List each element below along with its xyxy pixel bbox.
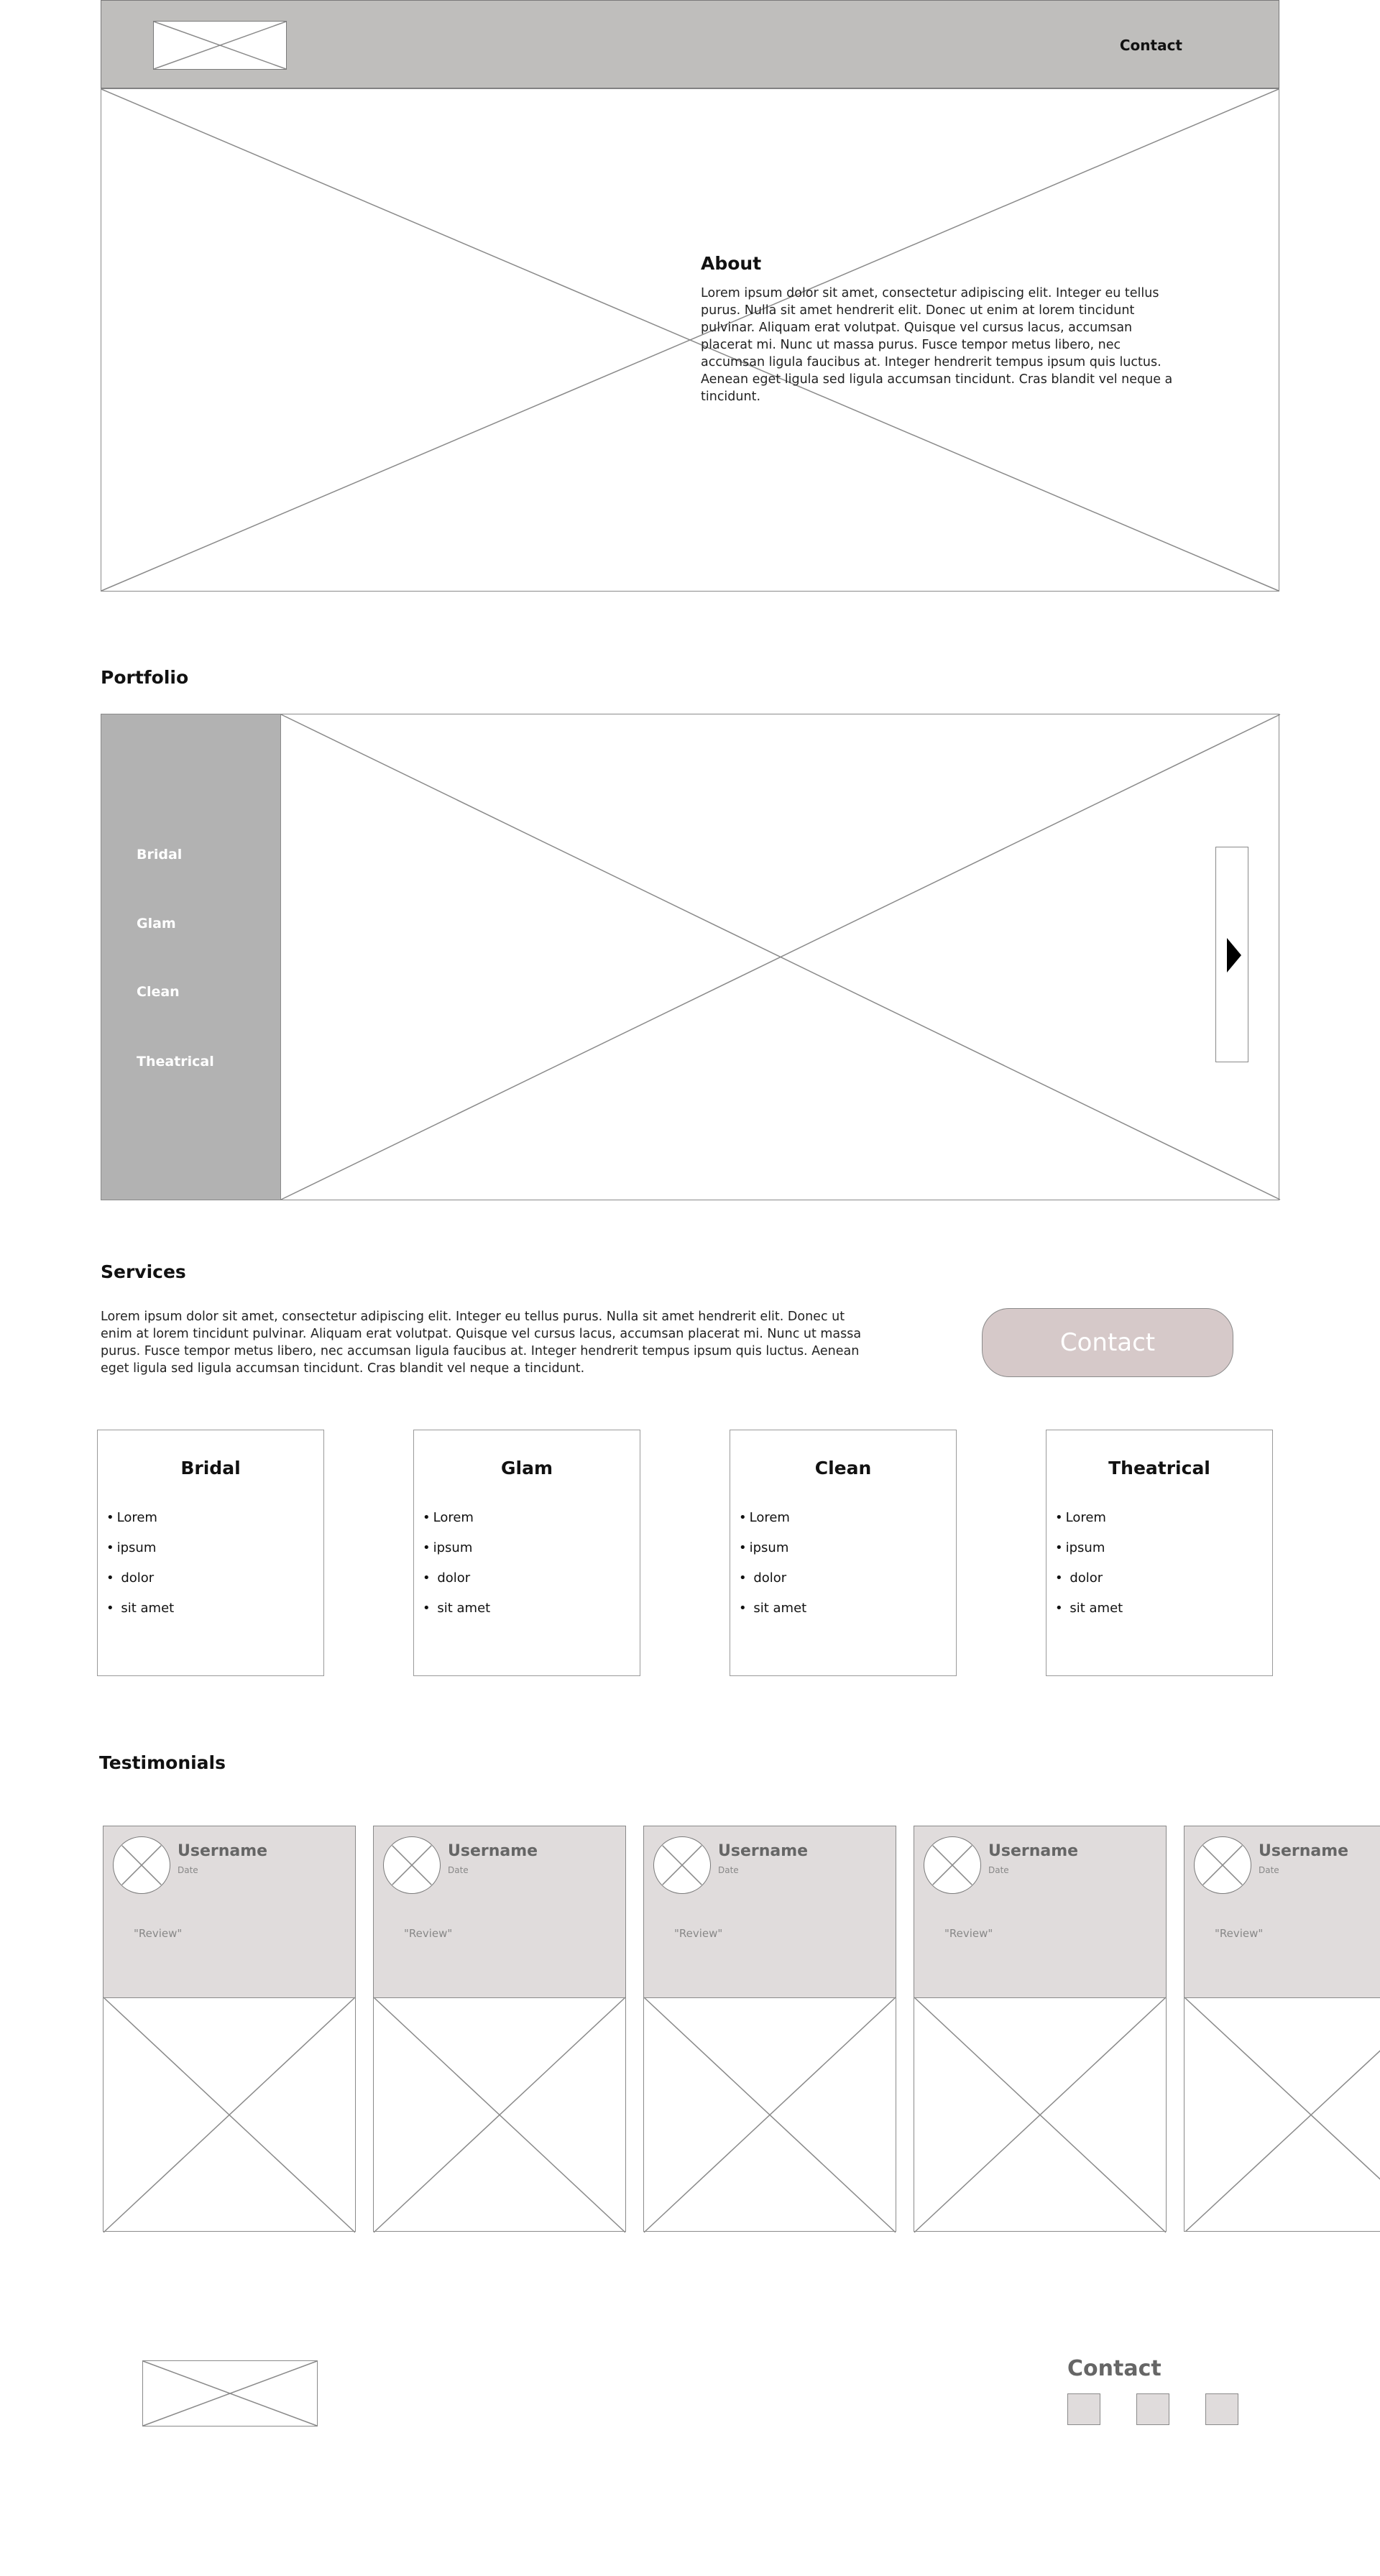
list-item: • sit amet — [1055, 1601, 1123, 1616]
list-item: • sit amet — [423, 1601, 491, 1616]
contact-button[interactable]: Contact — [982, 1308, 1233, 1377]
testimonial-date: Date — [448, 1865, 469, 1875]
list-item: • ipsum — [739, 1540, 789, 1555]
testimonial-username: Username — [1259, 1842, 1349, 1860]
portfolio-category-theatrical[interactable]: Theatrical — [137, 1054, 214, 1070]
testimonial-review: "Review" — [1215, 1927, 1264, 1940]
service-card-bridal — [97, 1430, 324, 1676]
avatar — [383, 1836, 441, 1894]
portfolio-next-button[interactable] — [1215, 847, 1248, 1062]
testimonial-date: Date — [1259, 1865, 1279, 1875]
avatar — [1194, 1836, 1251, 1894]
list-item: • ipsum — [423, 1540, 473, 1555]
list-item: • Lorem — [423, 1510, 474, 1525]
social-icon-1[interactable] — [1067, 2393, 1100, 2425]
portfolio-category-bridal[interactable]: Bridal — [137, 847, 183, 862]
service-card-list — [1055, 1511, 1123, 1632]
testimonial-header — [1184, 1826, 1380, 1998]
list-item: • dolor — [106, 1570, 155, 1586]
testimonial-image-placeholder — [104, 1997, 355, 2232]
list-item: • sit amet — [106, 1601, 175, 1616]
testimonial-username: Username — [988, 1842, 1079, 1860]
testimonial-image-placeholder — [1184, 1997, 1380, 2232]
testimonial-header — [104, 1826, 355, 1998]
avatar — [113, 1836, 170, 1894]
testimonial-date: Date — [178, 1865, 198, 1875]
list-item: • dolor — [423, 1570, 471, 1586]
about-heading: About — [701, 253, 762, 274]
testimonial-card[interactable] — [914, 1826, 1167, 2232]
testimonial-review: "Review" — [944, 1927, 993, 1940]
testimonial-image-placeholder — [374, 1997, 625, 2232]
list-item: • ipsum — [1055, 1540, 1105, 1555]
list-item: • Lorem — [739, 1510, 790, 1525]
site-header — [101, 0, 1279, 88]
nav-contact-link[interactable]: Contact — [1119, 37, 1182, 54]
logo-placeholder[interactable] — [153, 21, 287, 70]
list-item: • sit amet — [739, 1601, 807, 1616]
testimonial-review: "Review" — [134, 1927, 183, 1940]
testimonial-card[interactable] — [103, 1826, 356, 2232]
footer-contact-heading: Contact — [1067, 2356, 1162, 2381]
service-card-list — [423, 1511, 490, 1632]
testimonial-image-placeholder — [644, 1997, 896, 2232]
avatar — [924, 1836, 981, 1894]
portfolio-category-clean[interactable]: Clean — [137, 984, 180, 1000]
service-card-theatrical — [1046, 1430, 1273, 1676]
social-icon-2[interactable] — [1136, 2393, 1169, 2425]
testimonial-card[interactable] — [373, 1826, 626, 2232]
portfolio-category-glam[interactable]: Glam — [137, 916, 176, 932]
testimonial-review: "Review" — [404, 1927, 453, 1940]
social-icon-3[interactable] — [1205, 2393, 1238, 2425]
testimonial-card-inner — [1184, 1826, 1380, 2231]
list-item: • ipsum — [106, 1540, 157, 1555]
testimonials-heading: Testimonials — [99, 1752, 226, 1773]
list-item: • dolor — [739, 1570, 787, 1586]
testimonial-header — [644, 1826, 896, 1998]
service-card-title: Glam — [500, 1458, 553, 1478]
portfolio-gallery — [101, 714, 1279, 1200]
portfolio-category-sidebar — [101, 714, 281, 1200]
testimonial-date: Date — [988, 1865, 1009, 1875]
service-card-list — [106, 1511, 174, 1632]
testimonial-review: "Review" — [674, 1927, 723, 1940]
testimonial-image-placeholder — [914, 1997, 1166, 2232]
footer-logo-placeholder[interactable] — [142, 2360, 318, 2426]
testimonial-username: Username — [178, 1842, 268, 1860]
portfolio-heading: Portfolio — [101, 667, 189, 688]
list-item: • Lorem — [106, 1510, 157, 1525]
list-item: • dolor — [1055, 1570, 1103, 1586]
service-card-clean — [730, 1430, 957, 1676]
service-card-glam — [413, 1430, 640, 1676]
service-card-list — [739, 1511, 806, 1632]
testimonial-username: Username — [718, 1842, 809, 1860]
service-card-title: Theatrical — [1108, 1458, 1210, 1478]
services-heading: Services — [101, 1261, 186, 1282]
testimonial-card[interactable] — [1184, 1826, 1380, 2232]
list-item: • Lorem — [1055, 1510, 1106, 1525]
services-text: Lorem ipsum dolor sit amet, consectetur adipiscing elit. Integer eu tellus purus. Nulla sit amet hendrerit elit. Donec ut enim at lorem tincidunt pulvinar. Aliquam erat volutpat. Quisque vel cursus lacus, accumsan placerat mi. Nunc ut massa purus. Fusce tempor metus libero, nec accumsan ligula faucibus at. Integer hendrerit tempus ipsum quis luctus. Aenean eget ligula sed ligula accumsan tincidunt. Cras blandit vel neque a tincidunt. — [101, 1310, 862, 1376]
service-card-title: Clean — [814, 1458, 872, 1478]
arrow-right-icon — [1227, 938, 1241, 972]
testimonial-date: Date — [718, 1865, 739, 1875]
testimonial-header — [914, 1826, 1166, 1998]
about-text: Lorem ipsum dolor sit amet, consectetur adipiscing elit. Integer eu tellus purus. Nulla sit amet hendrerit elit. Donec ut enim at lorem tincidunt pulvinar. Aliquam erat volutpat. Quisque vel cursus lacus, accumsan placerat mi. Nunc ut massa purus. Fusce tempor metus libero, nec accumsan ligula faucibus at. Integer hendrerit tempus ipsum quis luctus. Aenean eget ligula sed ligula accumsan tincidunt. Cras blandit vel neque a tincidunt. — [701, 286, 1173, 404]
testimonial-card[interactable] — [643, 1826, 896, 2232]
testimonial-username: Username — [448, 1842, 538, 1860]
avatar — [653, 1836, 711, 1894]
service-card-title: Bridal — [180, 1458, 241, 1478]
testimonial-header — [374, 1826, 625, 1998]
